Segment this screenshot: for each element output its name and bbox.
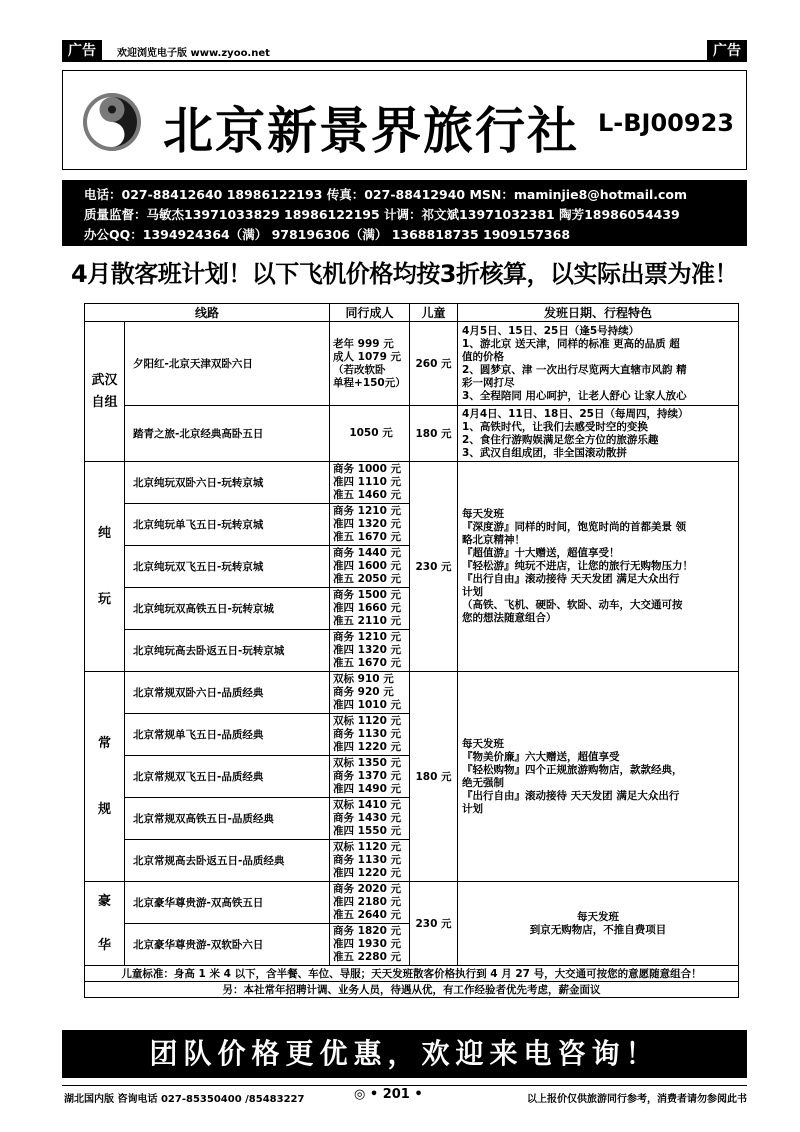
child-price: 230 元 xyxy=(410,882,458,966)
col-header-route: 线路 xyxy=(85,304,330,322)
adult-price: 商务 1000 元 准四 1110 元 准五 1460 元 xyxy=(330,462,410,504)
ad-label-left: 广告 xyxy=(62,40,102,62)
adult-price: 商务 1500 元 准四 1660 元 准五 2110 元 xyxy=(330,588,410,630)
adult-price: 商务 1210 元 准四 1320 元 准五 1670 元 xyxy=(330,504,410,546)
contact-line-supervision: 质量监督：马敏杰13971033829 18986122195 计调：祁文斌13971032381 陶芳18986054439 xyxy=(84,207,680,222)
route-name: 踏青之旅-北京经典高卧五日 xyxy=(125,406,330,462)
route-name: 北京常规双高铁五日-品质经典 xyxy=(125,798,330,840)
tour-features: 每天发班 『物美价廉』六大赠送，超值享受 『轻松购物』四个正规旅游购物店，款款经典， 绝无强制 『出行自由』滚动接待 天天发团 满足大众出行 计划 xyxy=(458,672,739,882)
top-bar xyxy=(62,40,747,62)
tour-features: 每天发班 『深度游』同样的时间，饱览时尚的首都美景 领 略北京精神！ 『超值游』十大赠送，超值享受！ 『轻松游』纯玩不进店，让您的旅行无购物压力！ 『出行自由』滚动接待 天天发团 满足大众出行 计划 （高铁、飞机、硬卧、软卧、动车，大交通可按 您的想法随意组合） xyxy=(458,462,739,672)
col-header-adult: 同行成人 xyxy=(330,304,410,322)
ad-label-right: 广告 xyxy=(707,40,747,62)
route-name: 北京常规双飞五日-品质经典 xyxy=(125,756,330,798)
license-number: L-BJ00923 xyxy=(598,109,734,137)
adult-price: 双标 1410 元 商务 1430 元 准四 1550 元 xyxy=(330,798,410,840)
yin-yang-logo-icon xyxy=(83,93,141,151)
table-row xyxy=(85,882,739,924)
group-changgui: 常 规 xyxy=(85,672,125,882)
table-row xyxy=(85,322,739,406)
page-number: ◎ • 201 • xyxy=(354,1087,423,1102)
tour-features: 每天发班 到京无购物店，不推自费项目 xyxy=(458,882,739,966)
table-row xyxy=(85,672,739,714)
adult-price: 双标 1120 元 商务 1130 元 准四 1220 元 xyxy=(330,840,410,882)
route-name: 北京豪华尊贵游-双软卧六日 xyxy=(125,924,330,966)
agency-header xyxy=(62,70,747,170)
child-standard-note: 儿童标准：身高 1 米 4 以下，含半餐、车位、导服；天天发班散客价格执行到 4 月 27 号，大交通可按您的意愿随意组合！ xyxy=(85,966,739,982)
recruitment-note: 另：本社常年招聘计调、业务人员，待遇从优，有工作经验者优先考虑，薪金面议 xyxy=(85,982,739,998)
table-header-row xyxy=(85,304,739,322)
disclaimer: 以上报价仅供旅游同行参考，消费者请勿参阅此书 xyxy=(527,1094,747,1105)
route-name: 北京纯玩双高铁五日-玩转京城 xyxy=(125,588,330,630)
group-chunwan: 纯 玩 xyxy=(85,462,125,672)
adult-price: 双标 1350 元 商务 1370 元 准四 1490 元 xyxy=(330,756,410,798)
route-name: 北京纯玩高去卧返五日-玩转京城 xyxy=(125,630,330,672)
group-wuhan: 武汉 自组 xyxy=(85,322,125,462)
route-name: 北京常规单飞五日-品质经典 xyxy=(125,714,330,756)
table-row xyxy=(85,406,739,462)
child-price: 180 元 xyxy=(410,672,458,882)
child-price: 260 元 xyxy=(410,322,458,406)
route-name: 夕阳红-北京天津双卧六日 xyxy=(125,322,330,406)
route-name: 北京常规双卧六日-品质经典 xyxy=(125,672,330,714)
adult-price: 商务 1440 元 准四 1600 元 准五 2050 元 xyxy=(330,546,410,588)
note-row xyxy=(85,982,739,998)
contact-block xyxy=(62,180,747,246)
route-name: 北京常规高去卧返五日-品质经典 xyxy=(125,840,330,882)
adult-price: 双标 910 元 商务 920 元 准四 1010 元 xyxy=(330,672,410,714)
adult-price: 1050 元 xyxy=(330,406,410,462)
route-name: 北京纯玩双卧六日-玩转京城 xyxy=(125,462,330,504)
tour-price-table xyxy=(84,303,739,998)
route-name: 北京纯玩双飞五日-玩转京城 xyxy=(125,546,330,588)
child-price: 180 元 xyxy=(410,406,458,462)
child-price: 230 元 xyxy=(410,462,458,672)
route-name: 北京豪华尊贵游-双高铁五日 xyxy=(125,882,330,924)
table-row xyxy=(85,462,739,504)
adult-price: 老年 999 元 成人 1079 元 （若改软卧 单程+150元） xyxy=(330,322,410,406)
contact-line-qq: 办公QQ：1394924364（满） 978196306（满） 1368818735 1909157368 xyxy=(84,227,571,242)
adult-price: 商务 2020 元 准四 2180 元 准五 2640 元 xyxy=(330,882,410,924)
welcome-link[interactable]: 欢迎浏览电子版 www.zyoo.net xyxy=(117,48,270,59)
adult-price: 双标 1120 元 商务 1130 元 准四 1220 元 xyxy=(330,714,410,756)
contact-line-phone: 电话：027-88412640 18986122193 传真：027-88412940 MSN：maminjie8@hotmail.com xyxy=(84,187,688,202)
route-name: 北京纯玩单飞五日-玩转京城 xyxy=(125,504,330,546)
page-footer xyxy=(62,1085,747,1105)
edition-info: 湖北国内版 咨询电话 027-85350400 /85483227 xyxy=(64,1094,305,1105)
adult-price: 商务 1210 元 准四 1320 元 准五 1670 元 xyxy=(330,630,410,672)
tour-features: 4月5日、15日、25日（逢5号持续） 1、游北京 送天津，同样的标准 更高的品质 超 值的价格 2、圆梦京、津 一次出行尽览两大直辖市风韵 精 彩一网打尽 3、全程陪同 用心呵护，让老人舒心 让家人放心 xyxy=(458,322,739,406)
col-header-dates: 发班日期、行程特色 xyxy=(458,304,739,322)
col-header-child: 儿童 xyxy=(410,304,458,322)
slogan-banner: 团队价格更优惠，欢迎来电咨询！ xyxy=(62,1030,747,1078)
note-row xyxy=(85,966,739,982)
headline: 4月散客班计划！以下飞机价格均按3折核算，以实际出票为准！ xyxy=(71,260,738,288)
agency-name: 北京新景界旅行社 xyxy=(163,101,579,160)
tour-features: 4月4日、11日、18日、25日（每周四，持续） 1、高铁时代，让我们去感受时空的变换 2、食住行游购娱满足您全方位的旅游乐趣 3、武汉自组成团，非全国滚动散拼 xyxy=(458,406,739,462)
adult-price: 商务 1820 元 准四 1930 元 准五 2280 元 xyxy=(330,924,410,966)
group-haohua: 豪 华 xyxy=(85,882,125,966)
